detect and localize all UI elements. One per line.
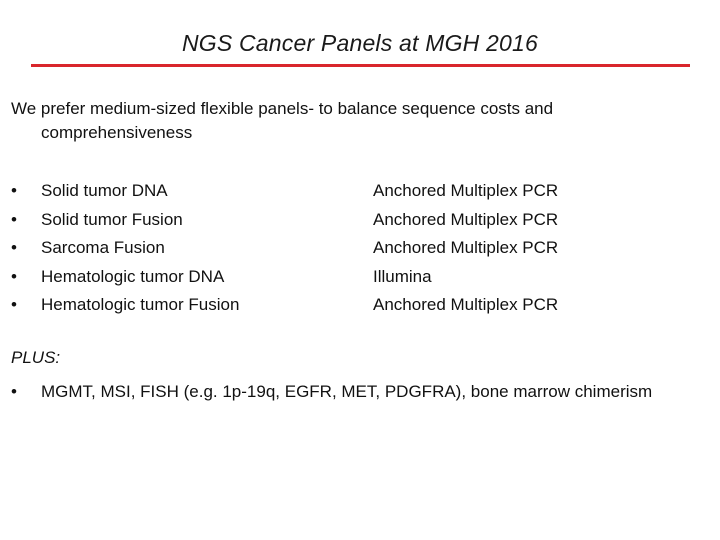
bullet-icon: • — [11, 295, 17, 315]
panel-method: Anchored Multiplex PCR — [373, 181, 559, 200]
panel-method: Anchored Multiplex PCR — [373, 238, 559, 258]
panel-method: Illumina — [373, 266, 432, 286]
panel-method: Anchored Multiplex PCR — [373, 295, 559, 315]
panel-name: Sarcoma Fusion — [41, 238, 165, 258]
plus-item-text: MGMT, MSI, FISH (e.g. 1p-19q, EGFR, MET, PDGFRA), bone marrow chimerism — [41, 382, 653, 401]
panel-name: Solid tumor DNA — [41, 181, 168, 200]
bullet-icon: • — [11, 238, 17, 258]
bullet-icon: • — [11, 181, 17, 200]
title-divider — [31, 64, 690, 67]
panel-method: Anchored Multiplex PCR — [373, 209, 559, 229]
plus-item — [11, 382, 652, 402]
bullet-icon: • — [11, 266, 17, 286]
intro-text: We prefer medium-sized flexible panels- to balance sequence costs and comprehensiveness — [11, 99, 554, 142]
plus-label: PLUS: — [11, 348, 61, 367]
bullet-icon: • — [11, 209, 17, 229]
panel-name: Hematologic tumor DNA — [41, 266, 225, 286]
panel-name: Solid tumor Fusion — [41, 209, 183, 229]
slide-title: NGS Cancer Panels at MGH 2016 — [181, 30, 539, 56]
panel-name: Hematologic tumor Fusion — [41, 295, 240, 315]
bullet-icon: • — [11, 382, 17, 401]
